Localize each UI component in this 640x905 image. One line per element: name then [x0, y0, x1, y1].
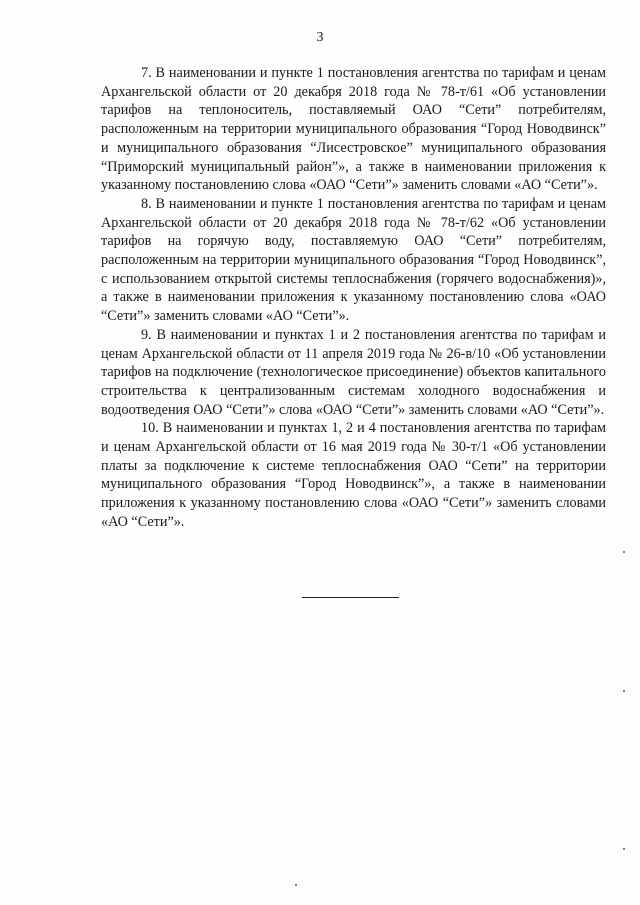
scan-speck	[623, 848, 625, 850]
paragraph-7: 7. В наименовании и пункте 1 постановления агентства по тарифам и ценам Архангельской области от 20 декабря 2018 года № 78-т/61 «Об установлении тарифов на теплоноситель, поставляемый ОАО “Сети” потребителям, расположенным на территории муниципального образования “Город Новодвинск” и муниципального образования “Лисестровское” муниципального образования “Приморский муниципальный район”», а также в наименовании приложения к указанному постановлению слова «ОАО “Сети”» заменить словами «АО “Сети”».	[101, 65, 606, 194]
scan-speck	[295, 884, 297, 886]
paragraph-10: 10. В наименовании и пунктах 1, 2 и 4 постановления агентства по тарифам и ценам Архангельской области от 16 мая 2019 года № 30-т/1 «Об установлении платы за подключение к системе теплоснабжения ОАО “Сети” на территории муниципального образования “Город Новодвинск”», а также в наименовании приложения к указанному постановлению слова «ОАО “Сети”» заменить словами «АО “Сети”».	[101, 420, 606, 530]
scan-speck	[623, 690, 625, 692]
page-number: 3	[316, 30, 324, 45]
document-body	[101, 64, 606, 532]
scan-speck	[623, 551, 625, 553]
end-separator-line	[302, 597, 399, 598]
paragraph-9: 9. В наименовании и пунктах 1 и 2 постановления агентства по тарифам и ценам Архангельской области от 11 апреля 2019 года № 26-в/10 «Об установлении тарифов на подключение (технологическое присоединение) объектов капитального строительства к централизованным системам холодного водоснабжения и водоотведения ОАО “Сети”» слова «ОАО “Сети”» заменить словами «АО “Сети”».	[101, 326, 606, 418]
paragraph-8: 8. В наименовании и пункте 1 постановления агентства по тарифам и ценам Архангельской области от 20 декабря 2018 года № 78-т/62 «Об установлении тарифов на горячую воду, поставляемую ОАО “Сети” потребителям, расположенным на территории муниципального образования “Город Новодвинск”, с использованием открытой системы теплоснабжения (горячего водоснабжения)», а также в наименовании приложения к указанному постановлению слова «ОАО “Сети”» заменить словами «АО “Сети”».	[101, 195, 606, 325]
